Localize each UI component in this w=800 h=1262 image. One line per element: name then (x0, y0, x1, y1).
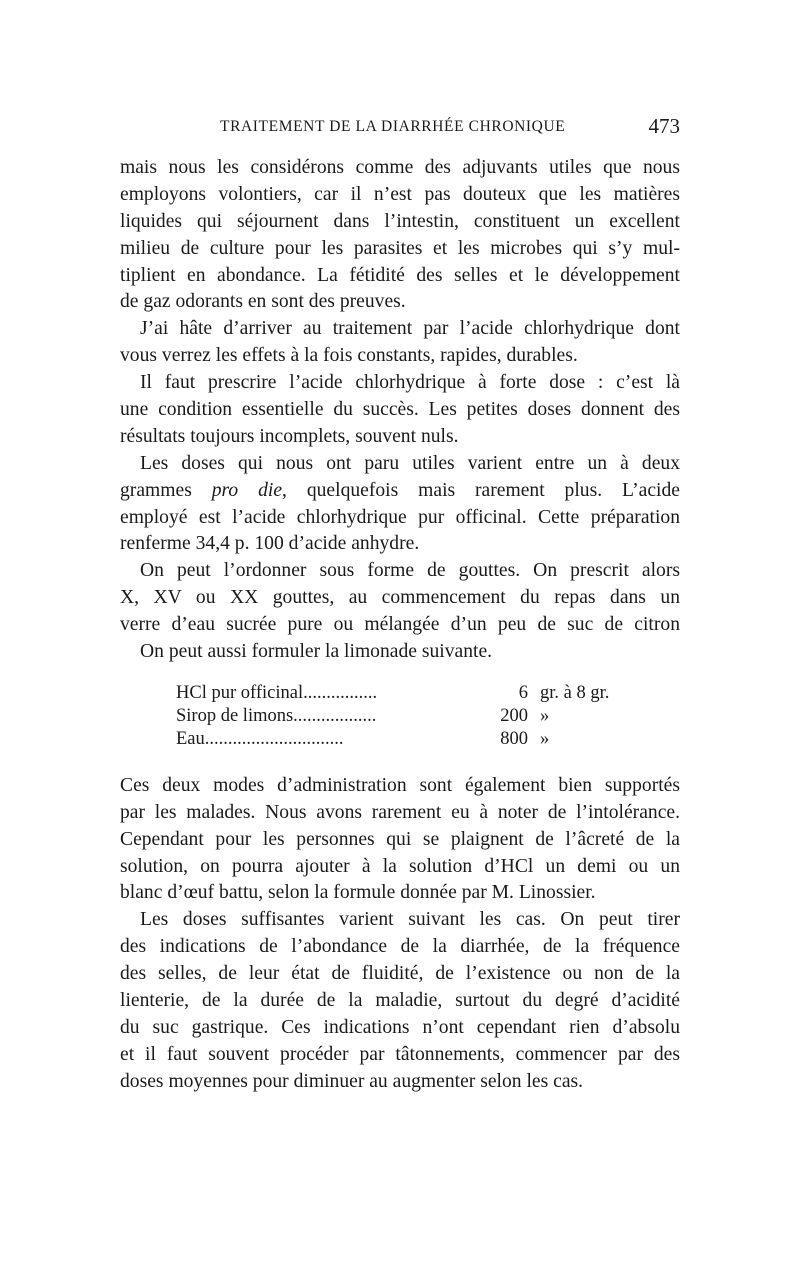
text-line: par les malades. Nous avons rarement eu à noter de l’intolérance. (120, 801, 680, 823)
body-text (120, 155, 680, 1096)
text-line: et il faut souvent procéder par tâtonnements, commencer par des (120, 1043, 680, 1065)
text-line: verre d’eau sucrée pure ou mélangée d’un peu de suc de citron (120, 614, 680, 636)
text-line: milieu de culture pour les parasites et les microbes qui s’y mul- (120, 237, 680, 259)
text-line: On peut aussi formuler la limonade suivante. (140, 641, 493, 663)
text-line: liquides qui séjournent dans l’intestin, constituent un excellent (120, 210, 680, 232)
recipe-ingredient: Sirop de limons.................. (176, 705, 377, 726)
recipe-unit: » (540, 728, 550, 749)
text-line: X, XV ou XX gouttes, au commencement du repas dans un (120, 587, 680, 609)
text-line: doses moyennes pour diminuer au augmenter selon les cas. (120, 1070, 584, 1092)
running-head (120, 114, 680, 144)
text-line: J’ai hâte d’arriver au traitement par l’acide chlorhydrique dont (140, 318, 680, 340)
running-title: TRAITEMENT DE LA DIARRHÉE CHRONIQUE (220, 118, 566, 135)
paragraph (120, 773, 680, 907)
paragraph (120, 907, 680, 1095)
text-line: On peut l’ordonner sous forme de gouttes. On prescrit alors (140, 560, 680, 582)
recipe-unit: » (540, 705, 550, 726)
text-line: de gaz odorants en sont des preuves. (120, 291, 406, 313)
recipe-quantity: 6 (518, 682, 528, 703)
paragraph (120, 316, 680, 370)
text-line: Les doses qui nous ont paru utiles varient entre un à deux (140, 452, 680, 474)
text-line: résultats toujours incomplets, souvent nuls. (120, 425, 459, 447)
recipe-quantity: 200 (500, 705, 528, 726)
paragraph (120, 639, 680, 666)
text-line: Les doses suffisantes varient suivant les cas. On peut tirer (140, 909, 680, 931)
text-line: lienterie, de la durée de la maladie, surtout du degré d’acidité (120, 990, 680, 1012)
recipe-ingredient: Eau.............................. (176, 728, 344, 749)
paragraph (120, 155, 680, 316)
text-line: vous verrez les effets à la fois constants, rapides, durables. (120, 345, 578, 367)
recipe-table (120, 682, 680, 751)
recipe-unit: gr. à 8 gr. (540, 682, 610, 703)
text-line: renferme 34,4 p. 100 d’acide anhydre. (120, 533, 420, 555)
italic-phrase: pro die (211, 479, 283, 501)
recipe-row (176, 682, 680, 705)
text-line: du suc gastrique. Ces indications n’ont cependant rien d’absolu (120, 1016, 680, 1038)
text-line: solution, on pourra ajouter à la solution d’HCl un demi ou un (120, 855, 680, 877)
text-line: des indications de l’abondance de la diarrhée, de la fréquence (120, 936, 680, 958)
recipe-row (176, 728, 680, 751)
text-line: mais nous les considérons comme des adjuvants utiles que nous (120, 157, 680, 178)
page-number: 473 (648, 114, 680, 138)
text-line: tiplient en abondance. La fétidité des selles et le développement (120, 264, 680, 286)
recipe-quantity: 800 (500, 728, 528, 749)
recipe-ingredient: HCl pur officinal................ (176, 682, 378, 703)
text-line: Cependant pour les personnes qui se plaignent de l’âcreté de la (120, 828, 680, 850)
text-line: blanc d’œuf battu, selon la formule donnée par M. Linossier. (120, 882, 596, 904)
paragraph (120, 558, 680, 639)
recipe-row (176, 705, 680, 728)
paragraph (120, 451, 680, 559)
text-line: Il faut prescrire l’acide chlorhydrique à forte dose : c’est là (140, 372, 680, 394)
text-line: employons volontiers, car il n’est pas douteux que les matières (120, 183, 680, 205)
paragraph (120, 370, 680, 451)
text-line: Ces deux modes d’administration sont également bien supportés (120, 774, 680, 796)
text-line: employé est l’acide chlorhydrique pur officinal. Cette préparation (120, 506, 680, 528)
text-line: des selles, de leur état de fluidité, de l’existence ou non de la (120, 963, 680, 985)
text-line: une condition essentielle du succès. Les petites doses donnent des (120, 399, 680, 421)
text-line: grammes pro die, quelquefois mais rarement plus. L’acide (120, 479, 680, 501)
